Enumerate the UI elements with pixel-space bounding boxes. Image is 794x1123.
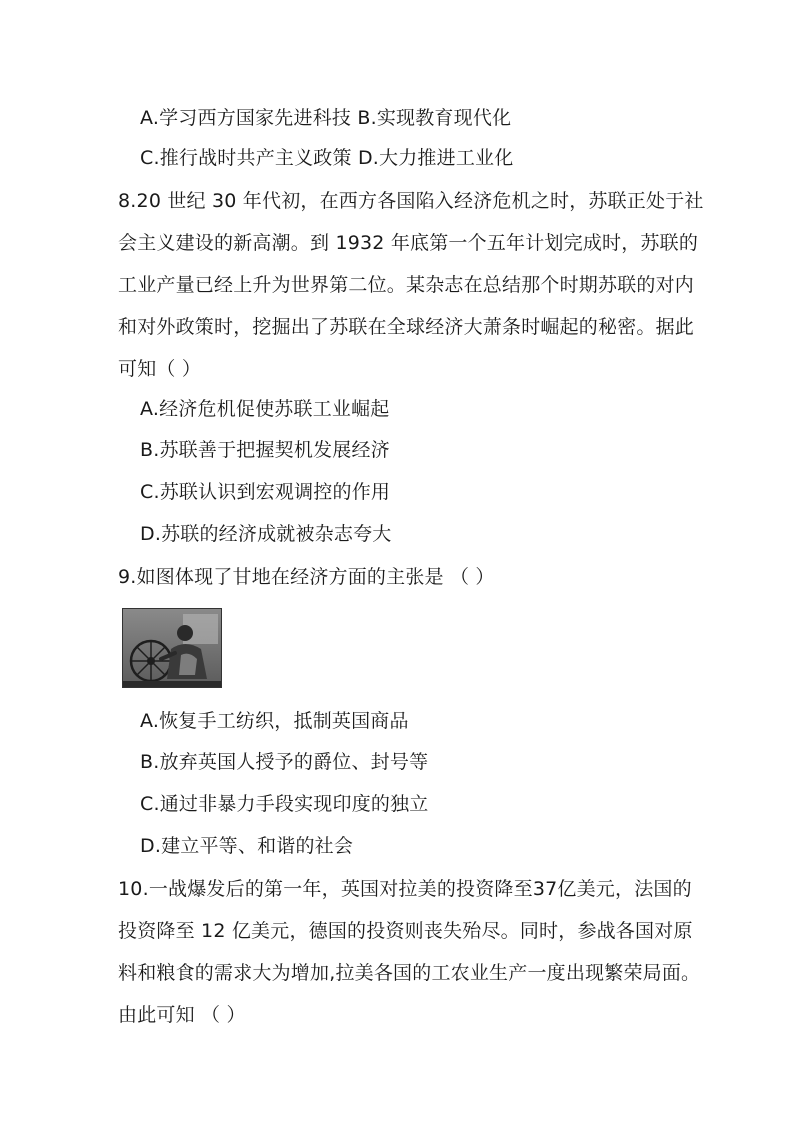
q9-stem: 9.如图体现了甘地在经济方面的主张是 （ ） (118, 566, 495, 588)
q8-option-b: B.苏联善于把握契机发展经济 (140, 439, 390, 461)
q8-option-c: C.苏联认识到宏观调控的作用 (140, 481, 391, 503)
q10-stem-line-4: 由此可知 （ ） (118, 1004, 246, 1026)
q8-stem-line-2: 会主义建设的新高潮。到 1932 年底第一个五年计划完成时，苏联的 (118, 232, 699, 254)
q9-option-b: B.放弃英国人授予的爵位、封号等 (140, 751, 429, 773)
q8-stem-line-3: 工业产量已经上升为世界第二位。某杂志在总结那个时期苏联的对内 (118, 274, 695, 296)
q8-option-d: D.苏联的经济成就被杂志夸大 (140, 523, 392, 545)
q8-option-a: A.经济危机促使苏联工业崛起 (140, 398, 390, 420)
q8-stem-line-4: 和对外政策时，挖掘出了苏联在全球经济大萧条时崛起的秘密。据此 (118, 316, 695, 338)
q9-option-d: D.建立平等、和谐的社会 (140, 835, 354, 857)
q7-option-cd: C.推行战时共产主义政策 D.大力推进工业化 (140, 147, 514, 169)
gandhi-spinning-photo (122, 608, 222, 688)
q7-option-ab: A.学习西方国家先进科技 B.实现教育现代化 (140, 107, 512, 129)
q8-stem-line-1: 8.20 世纪 30 年代初，在西方各国陷入经济危机之时，苏联正处于社 (118, 190, 704, 212)
q9-option-a: A.恢复手工纺织，抵制英国商品 (140, 710, 409, 732)
q9-option-c: C.通过非暴力手段实现印度的独立 (140, 793, 429, 815)
q10-stem-line-3: 料和粮食的需求大为增加,拉美各国的工农业生产一度出现繁荣局面。 (118, 962, 701, 984)
q8-stem-line-5: 可知（ ） (118, 358, 202, 380)
q10-stem-line-2: 投资降至 12 亿美元，德国的投资则丧失殆尽。同时，参战各国对原 (118, 920, 693, 942)
q10-stem-line-1: 10.一战爆发后的第一年，英国对拉美的投资降至37亿美元，法国的 (118, 878, 692, 900)
gandhi-spinning-wheel-image (123, 609, 222, 688)
